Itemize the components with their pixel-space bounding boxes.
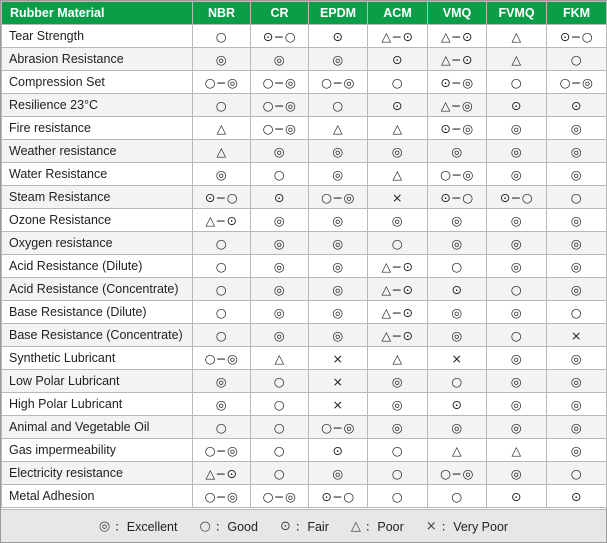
rating-cell: ◎	[487, 301, 547, 324]
rating-cell: ◎	[193, 393, 251, 416]
rating-cell: ◎	[309, 278, 368, 301]
column-header-vmq: VMQ	[428, 2, 487, 25]
column-header-fvmq: FVMQ	[487, 2, 547, 25]
rating-cell: ○−◎	[309, 416, 368, 439]
rating-cell: ◎	[547, 278, 607, 301]
rating-cell: △	[368, 347, 428, 370]
rating-cell: ⊙−○	[309, 485, 368, 508]
table-row	[2, 301, 607, 324]
rating-cell: ⊙	[251, 186, 309, 209]
rating-cell: ○−◎	[547, 71, 607, 94]
rating-cell: ◎	[428, 324, 487, 347]
rating-cell: ◎	[428, 416, 487, 439]
property-label: Acid Resistance (Dilute)	[2, 255, 193, 278]
property-label: Steam Resistance	[2, 186, 193, 209]
rating-cell: ◎	[547, 370, 607, 393]
rating-cell: ×	[368, 186, 428, 209]
rating-cell: ◎	[251, 324, 309, 347]
legend-symbol: ◎	[98, 518, 111, 534]
rating-cell: △−⊙	[193, 462, 251, 485]
rating-cell: ○−◎	[428, 462, 487, 485]
rating-cell: ⊙	[309, 25, 368, 48]
rating-cell: ◎	[547, 393, 607, 416]
rating-cell: ◎	[251, 232, 309, 255]
table-row	[2, 232, 607, 255]
table-row	[2, 186, 607, 209]
rating-cell: ⊙−◎	[428, 71, 487, 94]
rating-cell: ○	[193, 301, 251, 324]
rating-cell: ◎	[428, 209, 487, 232]
rating-cell: ○−◎	[251, 71, 309, 94]
rating-cell: ○−◎	[251, 117, 309, 140]
property-label: High Polar Lubricant	[2, 393, 193, 416]
rating-cell: ◎	[487, 140, 547, 163]
column-header-epdm: EPDM	[309, 2, 368, 25]
legend-label: ：Poor	[364, 520, 404, 534]
rating-cell: ○−◎	[309, 186, 368, 209]
property-label: Acid Resistance (Concentrate)	[2, 278, 193, 301]
rating-cell: ⊙	[547, 485, 607, 508]
rating-cell: △	[251, 347, 309, 370]
property-label: Ozone Resistance	[2, 209, 193, 232]
column-header-fkm: FKM	[547, 2, 607, 25]
rating-cell: ⊙	[368, 48, 428, 71]
property-label: Gas impermeability	[2, 439, 193, 462]
property-label: Resilience 23°C	[2, 94, 193, 117]
table-row	[2, 416, 607, 439]
property-label: Weather resistance	[2, 140, 193, 163]
rating-cell: ×	[309, 393, 368, 416]
rating-cell: ◎	[368, 393, 428, 416]
table-row	[2, 278, 607, 301]
rating-cell: ◎	[547, 347, 607, 370]
rating-cell: ×	[547, 324, 607, 347]
rating-legend	[1, 509, 606, 542]
legend-item	[99, 517, 178, 535]
rating-cell: ○	[193, 94, 251, 117]
rating-cell: ○	[193, 255, 251, 278]
rating-cell: ◎	[428, 301, 487, 324]
rating-cell: ○	[487, 324, 547, 347]
rating-cell: ○	[251, 370, 309, 393]
rating-cell: ◎	[251, 48, 309, 71]
legend-label: ：Fair	[294, 520, 329, 534]
table-row	[2, 25, 607, 48]
column-header-material: Rubber Material	[2, 2, 193, 25]
rating-cell: ○	[193, 278, 251, 301]
rating-cell: ○	[193, 416, 251, 439]
rating-cell: ⊙	[428, 278, 487, 301]
rating-cell: ×	[428, 347, 487, 370]
property-label: Compression Set	[2, 71, 193, 94]
rating-cell: ⊙	[428, 393, 487, 416]
table-row	[2, 324, 607, 347]
rating-cell: ◎	[487, 255, 547, 278]
rating-cell: ◎	[547, 439, 607, 462]
rating-cell: ◎	[251, 301, 309, 324]
legend-symbol: ○	[199, 518, 211, 534]
table-row	[2, 347, 607, 370]
table-row	[2, 209, 607, 232]
rating-cell: ⊙−○	[251, 25, 309, 48]
rating-cell: △−⊙	[368, 25, 428, 48]
rating-cell: ○	[251, 462, 309, 485]
rating-cell: ○	[251, 416, 309, 439]
property-label: Tear Strength	[2, 25, 193, 48]
rating-cell: ⊙−○	[487, 186, 547, 209]
rating-cell: ◎	[251, 140, 309, 163]
rating-cell: ○	[193, 232, 251, 255]
table-body	[2, 25, 607, 508]
rating-cell: ◎	[547, 117, 607, 140]
rating-cell: ○−◎	[193, 347, 251, 370]
rating-cell: ○−◎	[309, 71, 368, 94]
property-label: Oxygen resistance	[2, 232, 193, 255]
rating-cell: ◎	[309, 48, 368, 71]
rating-cell: ◎	[547, 140, 607, 163]
header-row	[2, 2, 607, 25]
rating-cell: ◎	[487, 370, 547, 393]
rating-cell: ◎	[547, 209, 607, 232]
rating-cell: ◎	[487, 416, 547, 439]
rating-cell: ◎	[251, 209, 309, 232]
rating-cell: ◎	[487, 232, 547, 255]
rating-cell: ○	[368, 439, 428, 462]
rating-cell: ◎	[547, 163, 607, 186]
column-header-cr: CR	[251, 2, 309, 25]
rating-cell: ◎	[251, 278, 309, 301]
rating-cell: ◎	[368, 140, 428, 163]
column-header-acm: ACM	[368, 2, 428, 25]
rating-cell: ◎	[193, 370, 251, 393]
rating-cell: ◎	[193, 48, 251, 71]
rating-cell: △−⊙	[368, 255, 428, 278]
rating-cell: ◎	[309, 140, 368, 163]
rating-cell: ◎	[368, 209, 428, 232]
rating-cell: ◎	[368, 370, 428, 393]
rating-cell: ◎	[487, 163, 547, 186]
rating-cell: △−◎	[428, 94, 487, 117]
rating-cell: ◎	[487, 393, 547, 416]
rubber-comparison-table	[1, 1, 607, 508]
table-row	[2, 94, 607, 117]
rating-cell: ○	[428, 485, 487, 508]
rating-cell: ○	[547, 48, 607, 71]
property-label: Low Polar Lubricant	[2, 370, 193, 393]
property-label: Metal Adhesion	[2, 485, 193, 508]
rating-cell: ×	[309, 370, 368, 393]
rating-cell: ◎	[547, 255, 607, 278]
rating-cell: ○	[368, 71, 428, 94]
rating-cell: ◎	[547, 416, 607, 439]
legend-item	[200, 517, 258, 535]
rating-cell: △	[368, 163, 428, 186]
rating-cell: ◎	[193, 163, 251, 186]
rating-cell: ○	[368, 462, 428, 485]
legend-symbol: ×	[425, 518, 437, 534]
rating-cell: ○	[251, 393, 309, 416]
rating-cell: △	[193, 117, 251, 140]
legend-item	[351, 517, 404, 535]
rating-cell: ⊙−○	[547, 25, 607, 48]
table-row	[2, 140, 607, 163]
rating-cell: △−⊙	[368, 301, 428, 324]
table-row	[2, 71, 607, 94]
rating-cell: ○	[487, 278, 547, 301]
rating-cell: ◎	[487, 347, 547, 370]
property-label: Base Resistance (Concentrate)	[2, 324, 193, 347]
legend-symbol: ⊙	[279, 518, 291, 534]
rating-cell: △−⊙	[428, 48, 487, 71]
rating-cell: ○	[309, 94, 368, 117]
rating-cell: △	[428, 439, 487, 462]
rating-cell: ○−◎	[251, 485, 309, 508]
rating-cell: △	[193, 140, 251, 163]
table-header	[2, 2, 607, 25]
rating-cell: ○	[368, 485, 428, 508]
table-row	[2, 48, 607, 71]
table-row	[2, 117, 607, 140]
rating-cell: △	[487, 439, 547, 462]
table-row	[2, 370, 607, 393]
rating-cell: ○	[547, 186, 607, 209]
rating-cell: ⊙	[547, 94, 607, 117]
rating-cell: ○−◎	[428, 163, 487, 186]
rating-cell: ⊙−○	[193, 186, 251, 209]
table-row	[2, 393, 607, 416]
rating-cell: ⊙	[368, 94, 428, 117]
rating-cell: △	[487, 48, 547, 71]
table-row	[2, 255, 607, 278]
rating-cell: ○−◎	[193, 71, 251, 94]
rating-cell: ◎	[368, 416, 428, 439]
rating-cell: △	[487, 25, 547, 48]
property-label: Electricity resistance	[2, 462, 193, 485]
property-label: Animal and Vegetable Oil	[2, 416, 193, 439]
rating-cell: ○−◎	[251, 94, 309, 117]
property-label: Abrasion Resistance	[2, 48, 193, 71]
rating-cell: ○	[251, 163, 309, 186]
rating-cell: ○	[428, 370, 487, 393]
rating-cell: △−⊙	[193, 209, 251, 232]
legend-label: ：Very Poor	[440, 520, 509, 534]
rating-cell: ◎	[309, 163, 368, 186]
property-label: Fire resistance	[2, 117, 193, 140]
rating-cell: ○	[428, 255, 487, 278]
rating-cell: ⊙−◎	[428, 117, 487, 140]
legend-item	[280, 517, 329, 535]
rating-cell: ○−◎	[193, 439, 251, 462]
column-header-nbr: NBR	[193, 2, 251, 25]
rating-cell: ◎	[309, 324, 368, 347]
rating-cell: ◎	[309, 209, 368, 232]
rating-cell: ○	[487, 71, 547, 94]
property-label: Water Resistance	[2, 163, 193, 186]
rating-cell: ◎	[428, 232, 487, 255]
rating-cell: ⊙	[309, 439, 368, 462]
rating-cell: ◎	[547, 232, 607, 255]
rating-cell: ○−◎	[193, 485, 251, 508]
legend-label: ：Good	[214, 520, 258, 534]
table-row	[2, 485, 607, 508]
rating-cell: ◎	[309, 232, 368, 255]
rating-cell: ○	[547, 301, 607, 324]
property-label: Synthetic Lubricant	[2, 347, 193, 370]
legend-label: ：Excellent	[114, 520, 178, 534]
rating-cell: ○	[193, 324, 251, 347]
rating-cell: ◎	[428, 140, 487, 163]
rating-cell: ⊙	[487, 485, 547, 508]
rating-cell: ◎	[309, 462, 368, 485]
table-row	[2, 462, 607, 485]
legend-item	[426, 517, 508, 535]
rating-cell: ⊙−○	[428, 186, 487, 209]
rating-cell: △−⊙	[368, 324, 428, 347]
rating-cell: ◎	[487, 209, 547, 232]
property-label: Base Resistance (Dilute)	[2, 301, 193, 324]
rating-cell: △−⊙	[368, 278, 428, 301]
legend-symbol: △	[350, 518, 361, 534]
rating-cell: ◎	[487, 117, 547, 140]
rating-cell: ○	[193, 25, 251, 48]
rating-cell: △	[368, 117, 428, 140]
rating-cell: ⊙	[487, 94, 547, 117]
rating-cell: ○	[547, 462, 607, 485]
rating-cell: ○	[368, 232, 428, 255]
rating-cell: △−⊙	[428, 25, 487, 48]
rating-cell: ◎	[251, 255, 309, 278]
table-row	[2, 439, 607, 462]
rating-cell: ×	[309, 347, 368, 370]
table-row	[2, 163, 607, 186]
rating-cell: ◎	[487, 462, 547, 485]
rating-cell: ◎	[309, 301, 368, 324]
rating-cell: △	[309, 117, 368, 140]
rating-cell: ◎	[309, 255, 368, 278]
rating-cell: ○	[251, 439, 309, 462]
